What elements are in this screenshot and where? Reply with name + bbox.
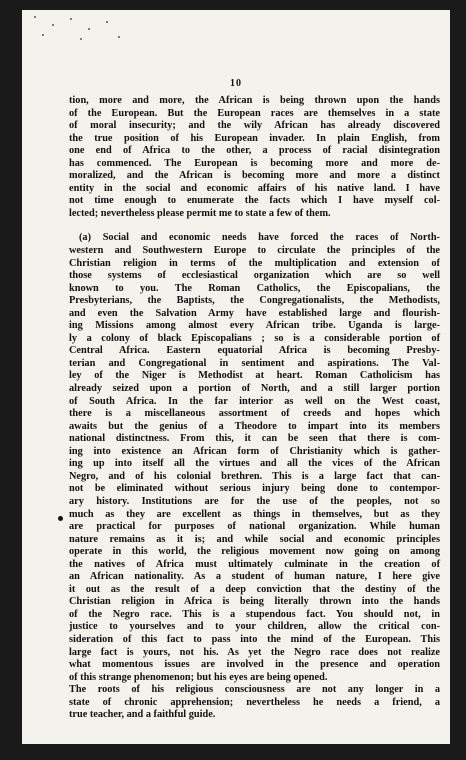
body-text [69,95,440,722]
paragraph-2 [69,232,440,684]
paragraph-3 [69,684,440,722]
margin-dot-mark [58,516,63,521]
text-line: not be eliminated without serious injury being done to contempor- [69,483,440,495]
text-line: ing up into itself all the virtues and all the vices of the African [69,458,440,470]
text-line: and even the Salvation Army have established large and flourish- [69,307,440,319]
text-line: state of chronic apprehension; nevertheless he needs a friend, a [69,696,440,708]
text-line: true teacher, and a faithful guide. [69,709,216,721]
text-line: it out as the result of a deep conviction that the destiny of the [69,583,440,595]
text-line: an African nationality. As a student of human nature, I here give [69,571,440,583]
text-line: ing into existence an African form of Christianity which is gather- [69,445,440,457]
text-line: national distinctness. From this, it can be seen that there is com- [69,433,440,445]
text-line: sideration of this fact to pass into the mind of the European. This [69,633,440,645]
text-line: (a) Social and economic needs have forced the races of North- [79,232,440,244]
text-line: lected; nevertheless please permit me to state a few of them. [69,207,331,219]
text-line: are practical for purposes of national organization. While human [69,521,440,533]
text-line: of the European. But the European races are themselves in a state [69,107,440,119]
text-line: one end of Africa to the other, a process of racial disintegration [69,145,440,157]
text-line: has commenced. The European is becoming more and more de- [69,157,440,169]
text-line: terian and Congregational in sentiment and aspirations. The Val- [69,357,440,369]
text-line: Christian religion in Africa is being literally thrown into the hands [69,596,440,608]
text-line: there is a miscellaneous assortment of creeds and hopes which [69,408,440,420]
text-line: Presbyterians, the Baptists, the Congregationalists, the Methodists, [69,295,440,307]
scan-speckle-marks [22,10,142,50]
text-line: ing Missions among almost every African tribe. Uganda is large- [69,320,440,332]
text-line: entity in the social and economic affairs of his native land. I have [69,182,440,194]
text-line: already seized upon a portion of North, and a still larger portion [69,383,440,395]
text-line: of the Negro race. This is a stupendous fact. You should not, in [69,608,440,620]
text-line: known to you. The Roman Catholics, the Episcopalians, the [69,282,440,294]
text-line: awaits but the genius of a Theodore to impart into its members [69,420,440,432]
text-line: moralized, and the African is becoming more and more a distinct [69,170,440,182]
text-line: Negro, and of his colonial brethren. This is a large fact that can- [69,470,440,482]
text-line: operate in this world, the religious movement now going on among [69,546,440,558]
text-line: Central Africa. Eastern equatorial Africa is becoming Presby- [69,345,440,357]
text-line: of South Africa. In the far interior as well on the West coast, [69,395,440,407]
page-number: 10 [230,78,242,89]
text-line: nature remains as it is; and while social and economic principles [69,533,440,545]
text-line: Christian religion in terms of the multiplication and extension of [69,257,440,269]
text-line: not time enough to enumerate the facts which I have myself col- [69,195,440,207]
text-line: of moral insecurity; and the wily African has already discovered [69,120,440,132]
text-line: large fact is yours, not his. As yet the Negro race does not realize [69,646,440,658]
document-page [22,10,450,744]
text-line: tion, more and more, the African is being thrown upon the hands [69,95,440,106]
text-line: the true position of his European invader. In plain English, from [69,132,440,144]
text-line: of this strange phenomenon; but his eyes are being opened. [69,671,328,683]
paragraph-1 [69,95,440,220]
text-line: ly a colony of black Episcopalians ; so is a considerable portion of [69,332,440,344]
text-line: much as they are excellent as things in themselves, but as they [69,508,440,520]
text-line: The roots of his religious consciousness are not any longer in a [69,684,440,696]
text-line: justice to yourselves and to your children, allow the critical con- [69,621,440,633]
text-line: the natives of Africa must ultimately culminate in the creation of [69,558,440,570]
text-line: ary history. Institutions are for the use of the peoples, not so [69,495,440,507]
text-line: western and Southwestern Europe to circulate the principles of the [69,245,440,257]
text-line: what momentous issues are involved in the presence and operation [69,659,440,671]
text-line: those systems of ecclesiastical organization which are so well [69,270,440,282]
text-line: ley of the Niger is Methodist at heart. Roman Catholicism has [69,370,440,382]
